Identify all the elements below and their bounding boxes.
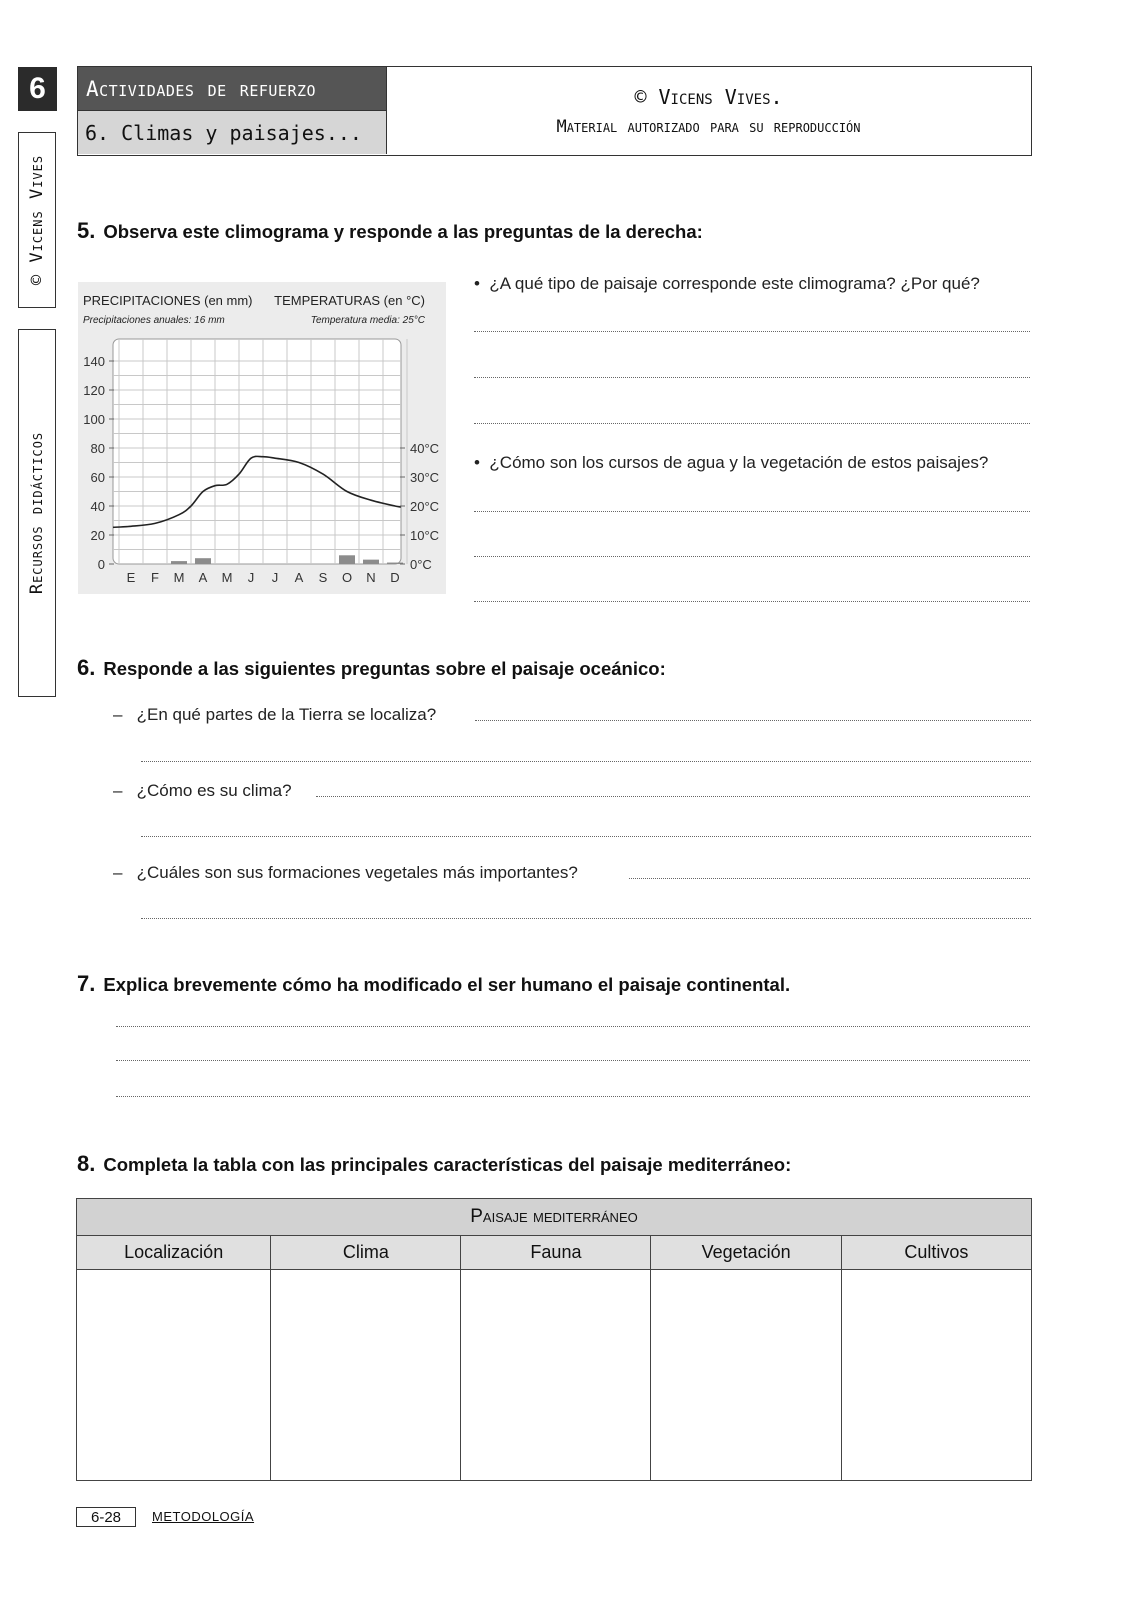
section-side-text: Recursos didácticos [27, 431, 47, 595]
answer-cell-fauna[interactable] [461, 1270, 651, 1481]
question-8-number: 8. [77, 1151, 96, 1176]
table-title: Paisaje mediterráneo [77, 1199, 1032, 1236]
q5-bullet-1-text: ¿A qué tipo de paisaje corresponde este climograma? ¿Por qué? [489, 274, 980, 293]
month-label: J [247, 570, 255, 585]
answer-cell-localizacion[interactable] [77, 1270, 271, 1481]
temp-axis-label: 0°C [410, 557, 432, 572]
mediterranean-landscape-table [76, 1198, 1032, 1481]
question-5-heading [77, 218, 703, 244]
q5-bullet-2 [474, 453, 988, 473]
column-header-localizacion: Localización [77, 1236, 271, 1270]
answer-cell-vegetacion[interactable] [651, 1270, 841, 1481]
answer-line[interactable] [116, 1096, 1030, 1097]
answer-line[interactable] [141, 918, 1031, 919]
answer-line[interactable] [475, 720, 1031, 721]
bullet-dot-icon: • [474, 453, 480, 472]
q5-bullet-1 [474, 274, 980, 294]
publisher-side-text: © Vicens Vives [27, 154, 47, 286]
question-8-heading [77, 1151, 791, 1177]
question-5-prompt: Observa este climograma y responde a las preguntas de la derecha: [103, 221, 703, 242]
temp-axis-label: 30°C [410, 470, 440, 485]
precip-axis-label: 60 [90, 470, 105, 485]
answer-line[interactable] [141, 761, 1031, 762]
answer-line[interactable] [474, 601, 1030, 602]
copyright-notice [387, 67, 1030, 154]
question-8-prompt: Completa la tabla con las principales características del paisaje mediterráneo: [103, 1154, 792, 1175]
month-label: S [318, 570, 328, 585]
precip-axis-label: 40 [90, 499, 105, 514]
unit-number-badge: 6 [18, 67, 57, 111]
column-header-fauna: Fauna [461, 1236, 651, 1270]
answer-cell-clima[interactable] [271, 1270, 461, 1481]
q6-item-3: – ¿Cuáles son sus formaciones vegetales más importantes? [113, 863, 578, 882]
question-6-heading [77, 655, 666, 681]
q6-item-3-text: ¿Cuáles son sus formaciones vegetales más importantes? [136, 863, 578, 882]
month-label: M [173, 570, 185, 585]
month-label: O [341, 570, 353, 585]
question-7-heading [77, 971, 790, 997]
chart-subtitle-right: Temperatura media: 25°C [310, 315, 425, 326]
answer-cell-cultivos[interactable] [841, 1270, 1031, 1481]
copyright-line-2: Material autorizado para su reproducción [556, 116, 861, 137]
precip-axis-label: 120 [83, 383, 105, 398]
month-label: D [390, 570, 400, 585]
activity-type-label: Actividades de refuerzo [78, 67, 387, 111]
page-header [77, 66, 1032, 156]
answer-line[interactable] [116, 1026, 1030, 1027]
column-header-cultivos: Cultivos [841, 1236, 1031, 1270]
answer-line[interactable] [629, 878, 1030, 879]
answer-line[interactable] [474, 377, 1030, 378]
chart-subtitle-left: Precipitaciones anuales: 16 mm [83, 315, 225, 326]
answer-line[interactable] [474, 511, 1030, 512]
section-side-label [18, 329, 56, 697]
month-label: F [151, 570, 159, 585]
month-label: A [294, 570, 304, 585]
answer-line[interactable] [316, 796, 1030, 797]
temp-axis-label: 10°C [410, 528, 440, 543]
month-label: A [198, 570, 208, 585]
question-6-number: 6. [77, 655, 96, 680]
question-5-number: 5. [77, 218, 96, 243]
chart-title-right: TEMPERATURAS (en °C) [274, 293, 425, 308]
q6-item-1: – ¿En qué partes de la Tierra se localiza? [113, 705, 437, 724]
footer-section-label: METODOLOGÍA [152, 1509, 255, 1524]
unit-title: 6. Climas y paisajes... [78, 111, 387, 154]
publisher-side-label [18, 132, 56, 308]
answer-line[interactable] [474, 423, 1030, 424]
bullet-dot-icon: • [474, 274, 480, 293]
q6-item-2-text: ¿Cómo es su clima? [136, 781, 292, 800]
precipitation-bar [363, 560, 379, 564]
question-6-prompt: Responde a las siguientes preguntas sobre el paisaje oceánico: [103, 658, 666, 679]
q5-bullet-2-text: ¿Cómo son los cursos de agua y la vegetación de estos paisajes? [489, 453, 989, 472]
precip-axis-label: 0 [97, 557, 105, 572]
page-number: 6-28 [76, 1507, 136, 1527]
answer-line[interactable] [116, 1060, 1030, 1061]
temp-axis-label: 40°C [410, 441, 440, 456]
answer-line[interactable] [474, 331, 1030, 332]
precipitation-bar [339, 555, 355, 564]
copyright-line-1: © Vicens Vives. [634, 84, 783, 109]
chart-title-left: PRECIPITACIONES (en mm) [83, 293, 253, 308]
month-label: N [366, 570, 376, 585]
month-label: M [221, 570, 233, 585]
column-header-vegetacion: Vegetación [651, 1236, 841, 1270]
answer-line[interactable] [141, 836, 1031, 837]
precip-axis-label: 140 [83, 354, 105, 369]
question-7-prompt: Explica brevemente cómo ha modificado el ser humano el paisaje continental. [103, 974, 791, 995]
climograph [78, 282, 446, 594]
q6-item-2: – ¿Cómo es su clima? [113, 781, 292, 800]
question-7-number: 7. [77, 971, 96, 996]
month-label: J [271, 570, 279, 585]
q6-item-1-text: ¿En qué partes de la Tierra se localiza? [136, 705, 437, 724]
plot-area [113, 339, 401, 564]
climograph-svg [78, 282, 446, 594]
temp-axis-label: 20°C [410, 499, 440, 514]
answer-line[interactable] [474, 556, 1030, 557]
column-header-clima: Clima [271, 1236, 461, 1270]
precip-axis-label: 20 [90, 528, 105, 543]
precip-axis-label: 100 [83, 412, 105, 427]
precipitation-bar [195, 558, 211, 564]
precipitation-bar [171, 561, 187, 564]
month-label: E [126, 570, 136, 585]
precip-axis-label: 80 [90, 441, 105, 456]
